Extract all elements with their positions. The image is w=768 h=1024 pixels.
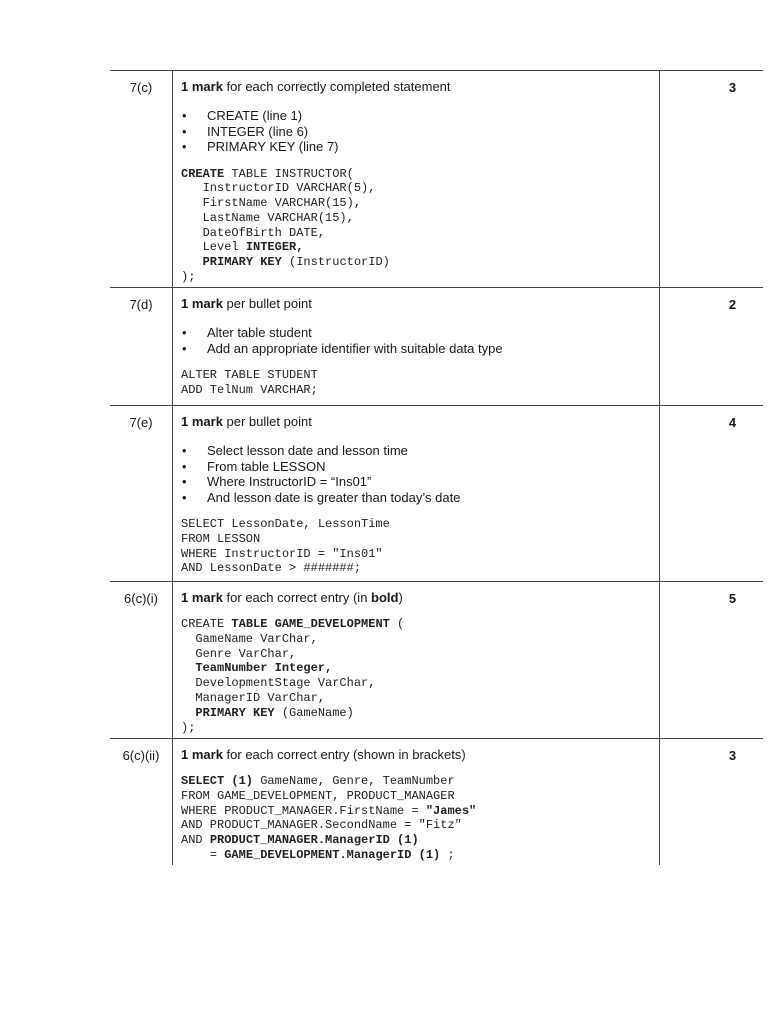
- code-line: [181, 368, 653, 383]
- bullet-list: [181, 108, 653, 155]
- code-segment: CREATE: [181, 617, 232, 631]
- answer-cell: [172, 739, 660, 865]
- code-line: [181, 547, 653, 562]
- marks-value: 3: [728, 748, 737, 763]
- question-number: 7(d): [129, 297, 153, 312]
- answer-heading: [181, 747, 653, 762]
- code-line: [181, 691, 653, 706]
- code-line: [181, 833, 653, 848]
- heading-bold: 1 mark: [181, 79, 223, 94]
- marks-value: 5: [728, 591, 737, 606]
- mark-scheme-table: [110, 70, 763, 865]
- code-line: [181, 270, 653, 285]
- bullet-item: • Select lesson date and lesson time: [207, 443, 653, 459]
- question-number: 7(c): [129, 80, 153, 95]
- code-line: [181, 676, 653, 691]
- heading-text: for each correct entry (in: [222, 590, 372, 605]
- question-number: 6(c)(ii): [122, 748, 160, 763]
- answer-heading: [181, 79, 653, 94]
- code-line: [181, 632, 653, 647]
- heading-bold: 1 mark: [181, 747, 223, 762]
- bullet-item: • INTEGER (line 6): [207, 124, 653, 140]
- code-segment: ADD TelNum VARCHAR;: [181, 382, 318, 397]
- code-segment: (GameName): [274, 705, 354, 720]
- question-number: 7(e): [129, 415, 153, 430]
- code-line: [181, 721, 653, 736]
- code-segment: ALTER TABLE STUDENT: [181, 368, 318, 382]
- code-line: [181, 848, 653, 863]
- code-segment: LastName VARCHAR(15),: [181, 210, 354, 225]
- answer-cell: [172, 288, 660, 405]
- question-number: 6(c)(i): [124, 591, 158, 606]
- code-segment: DateOfBirth DATE,: [181, 225, 326, 240]
- bullet-list: [181, 325, 653, 356]
- heading-text: per bullet point: [222, 296, 312, 311]
- code-segment: (: [389, 617, 405, 631]
- code-segment: PRODUCT_MANAGER.ManagerID (1): [209, 833, 419, 848]
- answer-heading: [181, 414, 653, 429]
- code-line: [181, 804, 653, 819]
- sql-code: [181, 774, 653, 863]
- code-line: [181, 517, 653, 532]
- code-segment: ManagerID VarChar,: [181, 690, 326, 705]
- bullet-item: • From table LESSON: [207, 459, 653, 475]
- code-line: [181, 561, 653, 576]
- marks-value: 2: [728, 297, 737, 312]
- answer-cell: [172, 406, 660, 581]
- answer-heading: [181, 296, 653, 311]
- heading-bold: 1 mark: [181, 590, 223, 605]
- bullet-item: • And lesson date is greater than today’s date: [207, 490, 653, 506]
- bullet-list: [181, 443, 653, 505]
- code-segment: "James": [425, 803, 477, 818]
- heading-text: for each correctly completed statement: [222, 79, 451, 94]
- code-segment: InstructorID VARCHAR(5),: [181, 181, 376, 196]
- table-row: [110, 288, 763, 406]
- bullet-item: • Alter table student: [207, 325, 653, 341]
- code-segment: GameName VarChar,: [181, 631, 318, 646]
- code-segment: =: [181, 847, 225, 862]
- sql-code: [181, 517, 653, 576]
- code-segment: Genre VarChar,: [181, 646, 297, 661]
- code-line: [181, 532, 653, 547]
- code-segment: AND LessonDate > #######;: [181, 561, 362, 576]
- code-segment: GameName, Genre, TeamNumber: [253, 774, 455, 788]
- code-segment: [181, 661, 195, 675]
- code-line: [181, 240, 653, 255]
- code-segment: INTEGER,: [245, 240, 304, 255]
- code-segment: DevelopmentStage VarChar,: [181, 676, 376, 691]
- marks-value: 4: [728, 415, 737, 430]
- code-segment: AND: [181, 833, 210, 848]
- code-segment: TABLE GAME_DEVELOPMENT: [231, 617, 390, 631]
- code-line: [181, 774, 653, 789]
- code-line: [181, 818, 653, 833]
- code-segment: FirstName VARCHAR(15),: [181, 196, 362, 211]
- code-line: [181, 789, 653, 804]
- code-segment: SELECT (1): [181, 774, 254, 788]
- code-line: [181, 706, 653, 721]
- sql-code: [181, 167, 653, 285]
- heading-bold-word: bold: [371, 590, 399, 605]
- code-segment: ;: [440, 847, 455, 862]
- code-segment: AND PRODUCT_MANAGER.SecondName = "Fitz": [181, 818, 462, 833]
- answer-heading: [181, 590, 653, 605]
- table-row: [110, 71, 763, 288]
- code-line: [181, 226, 653, 241]
- code-line: [181, 661, 653, 676]
- heading-text: per bullet point: [222, 414, 312, 429]
- code-line: [181, 211, 653, 226]
- code-line: [181, 647, 653, 662]
- code-segment: Level: [181, 240, 246, 255]
- code-line: [181, 167, 653, 182]
- code-segment: FROM GAME_DEVELOPMENT, PRODUCT_MANAGER: [181, 788, 455, 803]
- code-segment: FROM LESSON: [181, 531, 261, 546]
- answer-cell: [172, 582, 660, 738]
- code-segment: WHERE PRODUCT_MANAGER.FirstName =: [181, 803, 426, 818]
- bullet-item: • Where InstructorID = “Ins01”: [207, 474, 653, 490]
- code-line: [181, 196, 653, 211]
- bullet-item: • CREATE (line 1): [207, 108, 653, 124]
- table-row: [110, 582, 763, 739]
- code-segment: SELECT LessonDate, LessonTime: [181, 517, 390, 531]
- marks-value: 3: [728, 80, 737, 95]
- code-line: [181, 383, 653, 398]
- code-line: [181, 181, 653, 196]
- code-segment: GAME_DEVELOPMENT.ManagerID (1): [224, 847, 441, 862]
- code-segment: );: [181, 720, 196, 735]
- sql-code: [181, 368, 653, 398]
- code-segment: WHERE InstructorID = "Ins01": [181, 546, 383, 561]
- bullet-item: • Add an appropriate identifier with suitable data type: [207, 341, 653, 357]
- sql-code: [181, 617, 653, 735]
- heading-end: ): [398, 590, 403, 605]
- answer-cell: [172, 71, 660, 287]
- heading-bold: 1 mark: [181, 296, 223, 311]
- table-row: [110, 739, 763, 865]
- code-segment: CREATE: [181, 166, 225, 181]
- code-segment: TeamNumber Integer,: [195, 661, 333, 676]
- code-segment: (InstructorID): [281, 255, 390, 270]
- code-segment: PRIMARY KEY: [202, 255, 282, 270]
- code-segment: PRIMARY KEY: [195, 705, 275, 720]
- code-segment: );: [181, 270, 196, 285]
- table-row: [110, 406, 763, 582]
- code-line: [181, 617, 653, 632]
- bullet-item: • PRIMARY KEY (line 7): [207, 139, 653, 155]
- code-segment: [181, 706, 195, 720]
- heading-text: for each correct entry (shown in brackets): [222, 747, 466, 762]
- code-segment: TABLE INSTRUCTOR(: [224, 166, 354, 181]
- code-line: [181, 255, 653, 270]
- code-segment: [181, 255, 203, 269]
- heading-bold: 1 mark: [181, 414, 223, 429]
